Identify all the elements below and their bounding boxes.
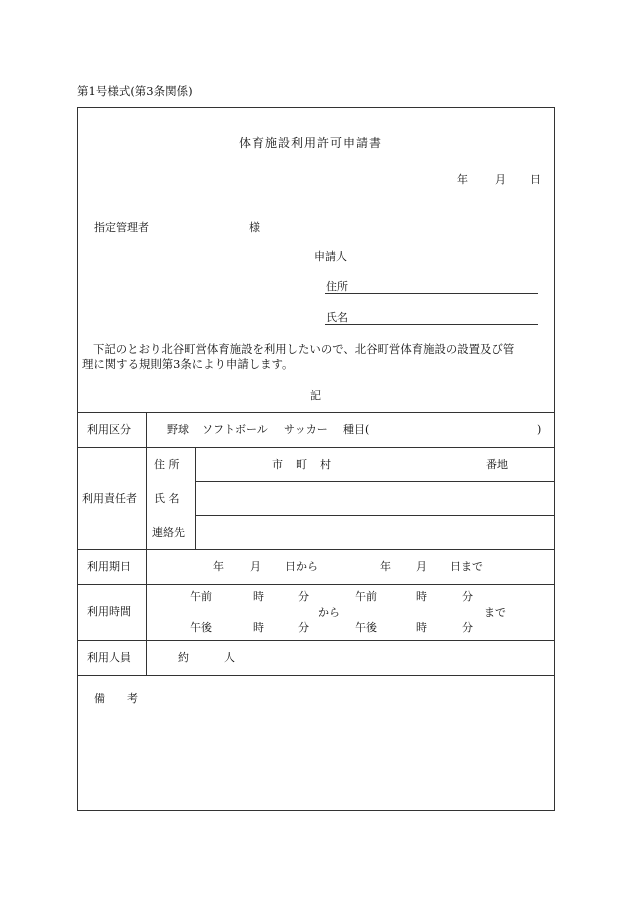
- responsible-town: 町: [296, 458, 307, 471]
- time-start-hour: 時: [253, 590, 264, 603]
- time-start-am[interactable]: 午前: [190, 590, 212, 603]
- category-label: 利用区分: [87, 423, 131, 436]
- time-start-minute-pm: 分: [298, 621, 309, 634]
- applicant-name-label: 氏名: [326, 311, 348, 324]
- people-approx: 約: [178, 651, 189, 664]
- time-start-minute: 分: [298, 590, 309, 603]
- form-number: 第1号様式(第3条関係): [77, 84, 193, 98]
- period-label: 利用期日: [87, 560, 131, 573]
- responsible-label: 利用責任者: [82, 492, 137, 505]
- period-month-1: 月: [250, 560, 261, 573]
- addressee-label: 指定管理者: [94, 221, 149, 234]
- table-row-divider: [77, 640, 555, 641]
- table-column-divider: [195, 447, 196, 549]
- responsible-city: 市: [272, 458, 283, 471]
- addressee-honorific: 様: [249, 221, 260, 234]
- time-end-hour-pm: 時: [416, 621, 427, 634]
- table-row-divider: [77, 549, 555, 550]
- applicant-address-field[interactable]: [325, 293, 538, 294]
- period-year-2: 年: [380, 560, 391, 573]
- time-until: まで: [484, 606, 506, 619]
- date-year: 年: [457, 173, 468, 186]
- date-month: 月: [495, 173, 506, 186]
- period-day-from: 日から: [285, 560, 318, 573]
- people-label: 利用人員: [87, 651, 131, 664]
- applicant-name-field[interactable]: [325, 324, 538, 325]
- table-row-divider: [77, 675, 555, 676]
- ki-notation: 記: [310, 389, 321, 402]
- responsible-contact-label: 連絡先: [152, 526, 185, 539]
- category-close-paren: ): [537, 423, 542, 436]
- responsible-name-label: 氏 名: [154, 492, 180, 505]
- responsible-address-label: 住 所: [154, 458, 180, 471]
- application-form-frame: [77, 107, 555, 811]
- table-row-divider: [77, 412, 555, 413]
- remarks-label: 備 考: [94, 692, 138, 705]
- responsible-banchi: 番地: [486, 458, 508, 471]
- period-month-2: 月: [416, 560, 427, 573]
- applicant-address-label: 住所: [326, 280, 348, 293]
- category-option-softball[interactable]: ソフトボール: [202, 423, 268, 436]
- category-option-other[interactable]: 種目(: [343, 423, 370, 436]
- table-row-divider: [195, 481, 555, 482]
- table-row-divider: [77, 447, 555, 448]
- category-option-baseball[interactable]: 野球: [167, 423, 189, 436]
- time-end-minute: 分: [462, 590, 473, 603]
- table-row-divider: [195, 515, 555, 516]
- time-start-pm[interactable]: 午後: [190, 621, 212, 634]
- time-start-hour-pm: 時: [253, 621, 264, 634]
- period-year-1: 年: [213, 560, 224, 573]
- time-end-pm[interactable]: 午後: [355, 621, 377, 634]
- form-title: 体育施設利用許可申請書: [239, 136, 383, 150]
- time-end-minute-pm: 分: [462, 621, 473, 634]
- period-day-to: 日まで: [450, 560, 483, 573]
- body-text-line-2: 理に関する規則第3条により申請します。: [82, 357, 294, 371]
- table-row-divider: [77, 584, 555, 585]
- applicant-label: 申請人: [314, 250, 347, 263]
- time-end-am[interactable]: 午前: [355, 590, 377, 603]
- category-option-soccer[interactable]: サッカー: [284, 423, 328, 436]
- people-unit: 人: [224, 651, 235, 664]
- date-day: 日: [530, 173, 541, 186]
- time-from: から: [318, 606, 340, 619]
- responsible-village: 村: [320, 458, 331, 471]
- time-end-hour: 時: [416, 590, 427, 603]
- body-text-line-1: 下記のとおり北谷町営体育施設を利用したいので、北谷町営体育施設の設置及び管: [93, 342, 515, 356]
- time-label: 利用時間: [87, 605, 131, 618]
- table-column-divider: [146, 412, 147, 675]
